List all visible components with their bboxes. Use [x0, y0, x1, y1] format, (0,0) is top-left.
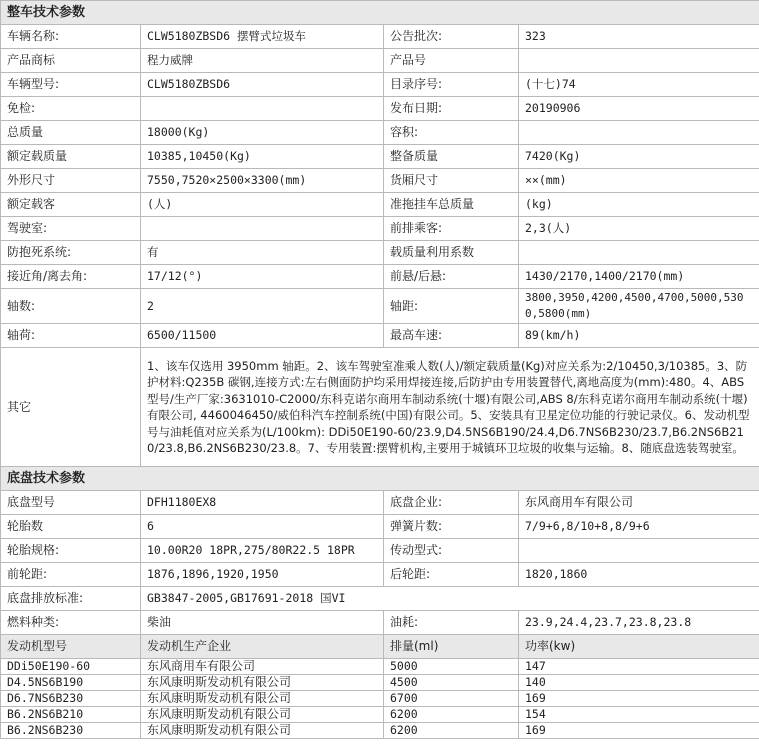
field-value: 1820,1860	[519, 563, 759, 587]
field-value: (人)	[141, 193, 384, 217]
field-label: 最高车速:	[384, 324, 519, 348]
engine-row	[1, 691, 759, 707]
engine-maker: 东风康明斯发动机有限公司	[141, 675, 384, 691]
table-row	[1, 217, 759, 241]
engine-model: D6.7NS6B230	[1, 691, 141, 707]
table-row	[1, 241, 759, 265]
column-header: 发动机型号	[1, 635, 141, 659]
field-label: 发布日期:	[384, 97, 519, 121]
table-row	[1, 491, 759, 515]
field-label: 整备质量	[384, 145, 519, 169]
table-row	[1, 145, 759, 169]
vehicle-section-header	[1, 1, 759, 25]
field-label: 底盘排放标准:	[1, 587, 141, 611]
other-notes: 1、该车仅选用 3950mm 轴距。2、该车驾驶室准乘人数(人)/额定载质量(Kg)对应关系为:2/10450,3/10385。3、防护材料:Q235B 碳钢,连接方式:左右侧面防护均采用焊接连接,后防护由专用装置替代,离地高度为(mm):480。4、ABS 型号/生产厂家:3631010-C2000/东科克诺尔商用车制动系统(十堰)有限公司,ABS 8/东科克诺尔商用车制动系统(十堰)有限公司, 4460046450/威伯科汽车控制系统(中国)有限公司。5、安装具有卫星定位功能的行驶记录仪。6、发动机型号与油耗值对应关系为(L/100km): DDi50E190-60/23.9,D4.5NS6B190/24.4,D6.7NS6B230/23.7,B6.2NS6B210/23.8,B6.2NS6B230/23.8。7、专用装置:摆臂机构,主要用于城镇环卫垃圾的收集与运输。8、随底盘选装驾驶室。	[141, 348, 759, 467]
engine-displacement: 4500	[384, 675, 519, 691]
engine-row	[1, 723, 759, 739]
engine-model: D4.5NS6B190	[1, 675, 141, 691]
field-label: 车辆型号:	[1, 73, 141, 97]
table-row	[1, 587, 759, 611]
field-label: 底盘企业:	[384, 491, 519, 515]
table-row	[1, 289, 759, 324]
table-row	[1, 121, 759, 145]
field-label: 公告批次:	[384, 25, 519, 49]
engine-displacement: 6200	[384, 707, 519, 723]
engine-model: DDi50E190-60	[1, 659, 141, 675]
field-value: 1876,1896,1920,1950	[141, 563, 384, 587]
engine-power: 154	[519, 707, 759, 723]
column-header: 功率(kw)	[519, 635, 759, 659]
table-row	[1, 515, 759, 539]
field-label: 产品商标	[1, 49, 141, 73]
field-value	[519, 539, 759, 563]
engine-maker: 东风康明斯发动机有限公司	[141, 707, 384, 723]
engine-displacement: 6200	[384, 723, 519, 739]
table-row	[1, 169, 759, 193]
field-label: 额定载质量	[1, 145, 141, 169]
field-value: 23.9,24.4,23.7,23.8,23.8	[519, 611, 759, 635]
field-value: 2,3(人)	[519, 217, 759, 241]
table-row	[1, 265, 759, 289]
field-label: 车辆名称:	[1, 25, 141, 49]
field-value: (十七)74	[519, 73, 759, 97]
engine-row	[1, 675, 759, 691]
field-value: 2	[141, 289, 384, 324]
field-value: 323	[519, 25, 759, 49]
field-value: 有	[141, 241, 384, 265]
field-value: 程力威牌	[141, 49, 384, 73]
field-label: 轴荷:	[1, 324, 141, 348]
engine-maker: 东风商用车有限公司	[141, 659, 384, 675]
field-value: CLW5180ZBSD6 摆臂式垃圾车	[141, 25, 384, 49]
field-label: 后轮距:	[384, 563, 519, 587]
table-row	[1, 25, 759, 49]
table-row	[1, 563, 759, 587]
field-label: 免检:	[1, 97, 141, 121]
field-value: 7/9+6,8/10+8,8/9+6	[519, 515, 759, 539]
field-label: 其它	[1, 348, 141, 467]
engine-row	[1, 707, 759, 723]
field-value: 18000(Kg)	[141, 121, 384, 145]
chassis-section-header	[1, 467, 759, 491]
field-label: 接近角/离去角:	[1, 265, 141, 289]
field-value: 东风商用车有限公司	[519, 491, 759, 515]
field-value: 6500/11500	[141, 324, 384, 348]
field-label: 载质量利用系数	[384, 241, 519, 265]
field-label: 货厢尺寸	[384, 169, 519, 193]
field-label: 额定载客	[1, 193, 141, 217]
field-label: 外形尺寸	[1, 169, 141, 193]
engine-power: 140	[519, 675, 759, 691]
field-value	[519, 121, 759, 145]
field-label: 前悬/后悬:	[384, 265, 519, 289]
engine-maker: 东风康明斯发动机有限公司	[141, 723, 384, 739]
table-row	[1, 73, 759, 97]
field-value: 3800,3950,4200,4500,4700,5000,5300,5800(mm)	[519, 289, 759, 324]
field-value: CLW5180ZBSD6	[141, 73, 384, 97]
section-title: 底盘技术参数	[1, 467, 759, 491]
field-value: 柴油	[141, 611, 384, 635]
emission-standard-value: GB3847-2005,GB17691-2018 国VI	[141, 587, 759, 611]
field-value: 10385,10450(Kg)	[141, 145, 384, 169]
field-label: 轮胎数	[1, 515, 141, 539]
engine-row	[1, 659, 759, 675]
field-label: 容积:	[384, 121, 519, 145]
field-label: 轴数:	[1, 289, 141, 324]
field-value	[519, 49, 759, 73]
field-label: 准拖挂车总质量	[384, 193, 519, 217]
other-row	[1, 348, 759, 467]
engine-maker: 东风康明斯发动机有限公司	[141, 691, 384, 707]
engine-model: B6.2NS6B210	[1, 707, 141, 723]
table-row	[1, 193, 759, 217]
field-value: (kg)	[519, 193, 759, 217]
column-header: 排量(ml)	[384, 635, 519, 659]
table-row	[1, 539, 759, 563]
table-row	[1, 49, 759, 73]
field-label: 前排乘客:	[384, 217, 519, 241]
field-label: 油耗:	[384, 611, 519, 635]
field-value: 10.00R20 18PR,275/80R22.5 18PR	[141, 539, 384, 563]
engine-power: 147	[519, 659, 759, 675]
engine-power: 169	[519, 723, 759, 739]
field-label: 底盘型号	[1, 491, 141, 515]
engine-displacement: 6700	[384, 691, 519, 707]
field-value	[141, 97, 384, 121]
table-row	[1, 611, 759, 635]
field-label: 传动型式:	[384, 539, 519, 563]
field-value	[141, 217, 384, 241]
field-label: 驾驶室:	[1, 217, 141, 241]
section-title: 整车技术参数	[1, 1, 759, 25]
field-label: 燃料种类:	[1, 611, 141, 635]
field-label: 轴距:	[384, 289, 519, 324]
table-row	[1, 324, 759, 348]
field-label: 轮胎规格:	[1, 539, 141, 563]
field-label: 弹簧片数:	[384, 515, 519, 539]
engine-model: B6.2NS6B230	[1, 723, 141, 739]
field-value: 6	[141, 515, 384, 539]
column-header: 发动机生产企业	[141, 635, 384, 659]
field-label: 前轮距:	[1, 563, 141, 587]
field-value: 7550,7520×2500×3300(mm)	[141, 169, 384, 193]
field-value: ××(mm)	[519, 169, 759, 193]
field-value: 7420(Kg)	[519, 145, 759, 169]
table-row	[1, 97, 759, 121]
field-label: 防抱死系统:	[1, 241, 141, 265]
field-label: 目录序号:	[384, 73, 519, 97]
engine-power: 169	[519, 691, 759, 707]
field-value: 17/12(°)	[141, 265, 384, 289]
engine-displacement: 5000	[384, 659, 519, 675]
field-value: DFH1180EX8	[141, 491, 384, 515]
engine-table-header	[1, 635, 759, 659]
field-label: 总质量	[1, 121, 141, 145]
field-value: 89(km/h)	[519, 324, 759, 348]
field-value	[519, 241, 759, 265]
field-value: 1430/2170,1400/2170(mm)	[519, 265, 759, 289]
field-label: 产品号	[384, 49, 519, 73]
field-value: 20190906	[519, 97, 759, 121]
